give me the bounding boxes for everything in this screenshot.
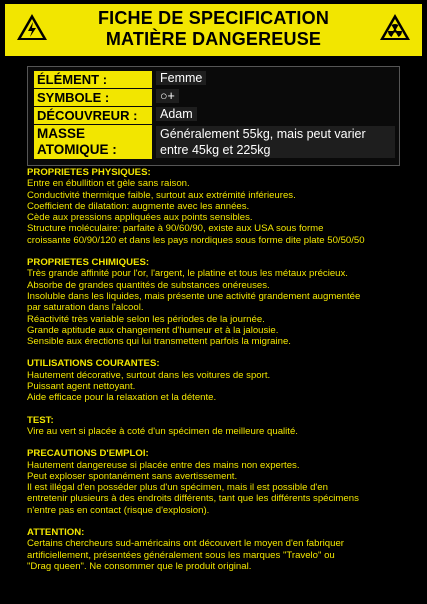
section-line: Hautement décorative, surtout dans les voitures de sport.	[27, 369, 271, 381]
section-line: Il est illégal d'en posséder plus d'un spécimen, mais il est possible d'en	[27, 482, 328, 494]
title-line-1: FICHE DE SPECIFICATION	[97, 8, 330, 28]
mass-value-line-2: entre 45kg et 225kg	[156, 142, 395, 158]
radioactive-icon	[378, 12, 412, 42]
section-line: Réactivité très variable selon les périodes de la journée.	[27, 313, 265, 325]
mass-value-line-1: Généralement 55kg, mais peut varier	[156, 126, 395, 142]
element-label: ÉLÉMENT :	[34, 71, 152, 88]
element-value	[156, 71, 395, 86]
discoverer-value	[156, 107, 395, 122]
title-line-2: MATIÈRE DANGEREUSE	[105, 29, 322, 49]
discoverer-value-text: Adam	[156, 107, 197, 121]
section-line: Grande aptitude aux changement d'humeur et à la jalousie.	[27, 324, 279, 336]
section-line: Cède aux pressions appliquées aux points sensibles.	[27, 212, 253, 224]
section-line: Peut exploser spontanément sans avertissement.	[27, 470, 238, 482]
section-line: Absorbe de grandes quantités de substances onéreuses.	[27, 279, 270, 291]
section-line: Certains chercheurs sud-américains ont découvert le moyen d'en fabriquer	[27, 538, 344, 550]
section-line: Structure moléculaire: parfaite à 90/60/90, existe aux USA sous forme	[27, 223, 324, 235]
section-line: artificiellement, présentées généralement sous les marques "Travelo" ou	[27, 549, 335, 561]
section-line: n'entre pas en contact (risque d'explosion).	[27, 504, 210, 516]
specification-body	[27, 167, 421, 583]
page-title	[65, 8, 362, 50]
section-common-uses	[27, 358, 421, 403]
section-attention	[27, 527, 421, 572]
mass-label-line-2: ATOMIQUE :	[37, 142, 117, 157]
section-line: Insoluble dans les liquides, mais présente une activité grandement augmentée	[27, 290, 361, 302]
section-title: PRECAUTIONS D'EMPLOI:	[27, 448, 149, 460]
section-line: Puissant agent nettoyant.	[27, 381, 136, 393]
symbol-value	[156, 89, 395, 104]
section-test	[27, 415, 421, 438]
section-line: "Drag queen". Ne consommer que le produit original.	[27, 560, 252, 572]
section-title: TEST:	[27, 414, 54, 426]
section-title: PROPRIETES CHIMIQUES:	[27, 257, 150, 269]
symbol-label: SYMBOLE :	[34, 89, 152, 106]
section-line: Très grande affinité pour l'or, l'argent, le platine et tous les métaux précieux.	[27, 268, 348, 280]
section-line: croissante 60/90/120 et dans les pays nordiques sous forme dite plate 50/50/50	[27, 234, 365, 246]
element-value-text: Femme	[156, 71, 206, 85]
section-line: par saturation dans l'alcool.	[27, 302, 144, 314]
section-line: Conductivité thermique faible, surtout aux extrémité inférieures.	[27, 189, 296, 201]
section-title: ATTENTION:	[27, 527, 85, 539]
electric-hazard-icon	[15, 12, 49, 42]
section-line: Coefficient de dilatation: augmente avec les années.	[27, 200, 250, 212]
section-line: entretenir plusieurs à des endroits différents, tant que les différents spécimens	[27, 493, 359, 505]
section-precautions	[27, 448, 421, 516]
mass-label-line-1: MASSE	[37, 126, 86, 141]
section-line: Sensible aux érections qui lui transmettent parfois la migraine.	[27, 336, 291, 348]
mass-value	[156, 126, 395, 158]
section-title: UTILISATIONS COURANTES:	[27, 358, 160, 370]
element-info-panel	[27, 66, 400, 166]
section-line: Vire au vert si placée à coté d'un spécimen de meilleure qualité.	[27, 425, 298, 437]
section-chemical-properties	[27, 257, 421, 347]
section-title: PROPRIETES PHYSIQUES:	[27, 167, 151, 178]
section-line: Entre en ébullition et gèle sans raison.	[27, 178, 190, 190]
discoverer-label: DÉCOUVREUR :	[34, 107, 152, 124]
section-line: Hautement dangereuse si placée entre des mains non expertes.	[27, 459, 300, 471]
section-line: Aide efficace pour la relaxation et la détente.	[27, 392, 217, 404]
mass-label	[34, 125, 152, 159]
symbol-value-text: ○+	[156, 89, 179, 103]
section-physical-properties	[27, 167, 421, 246]
header-banner	[5, 4, 422, 56]
